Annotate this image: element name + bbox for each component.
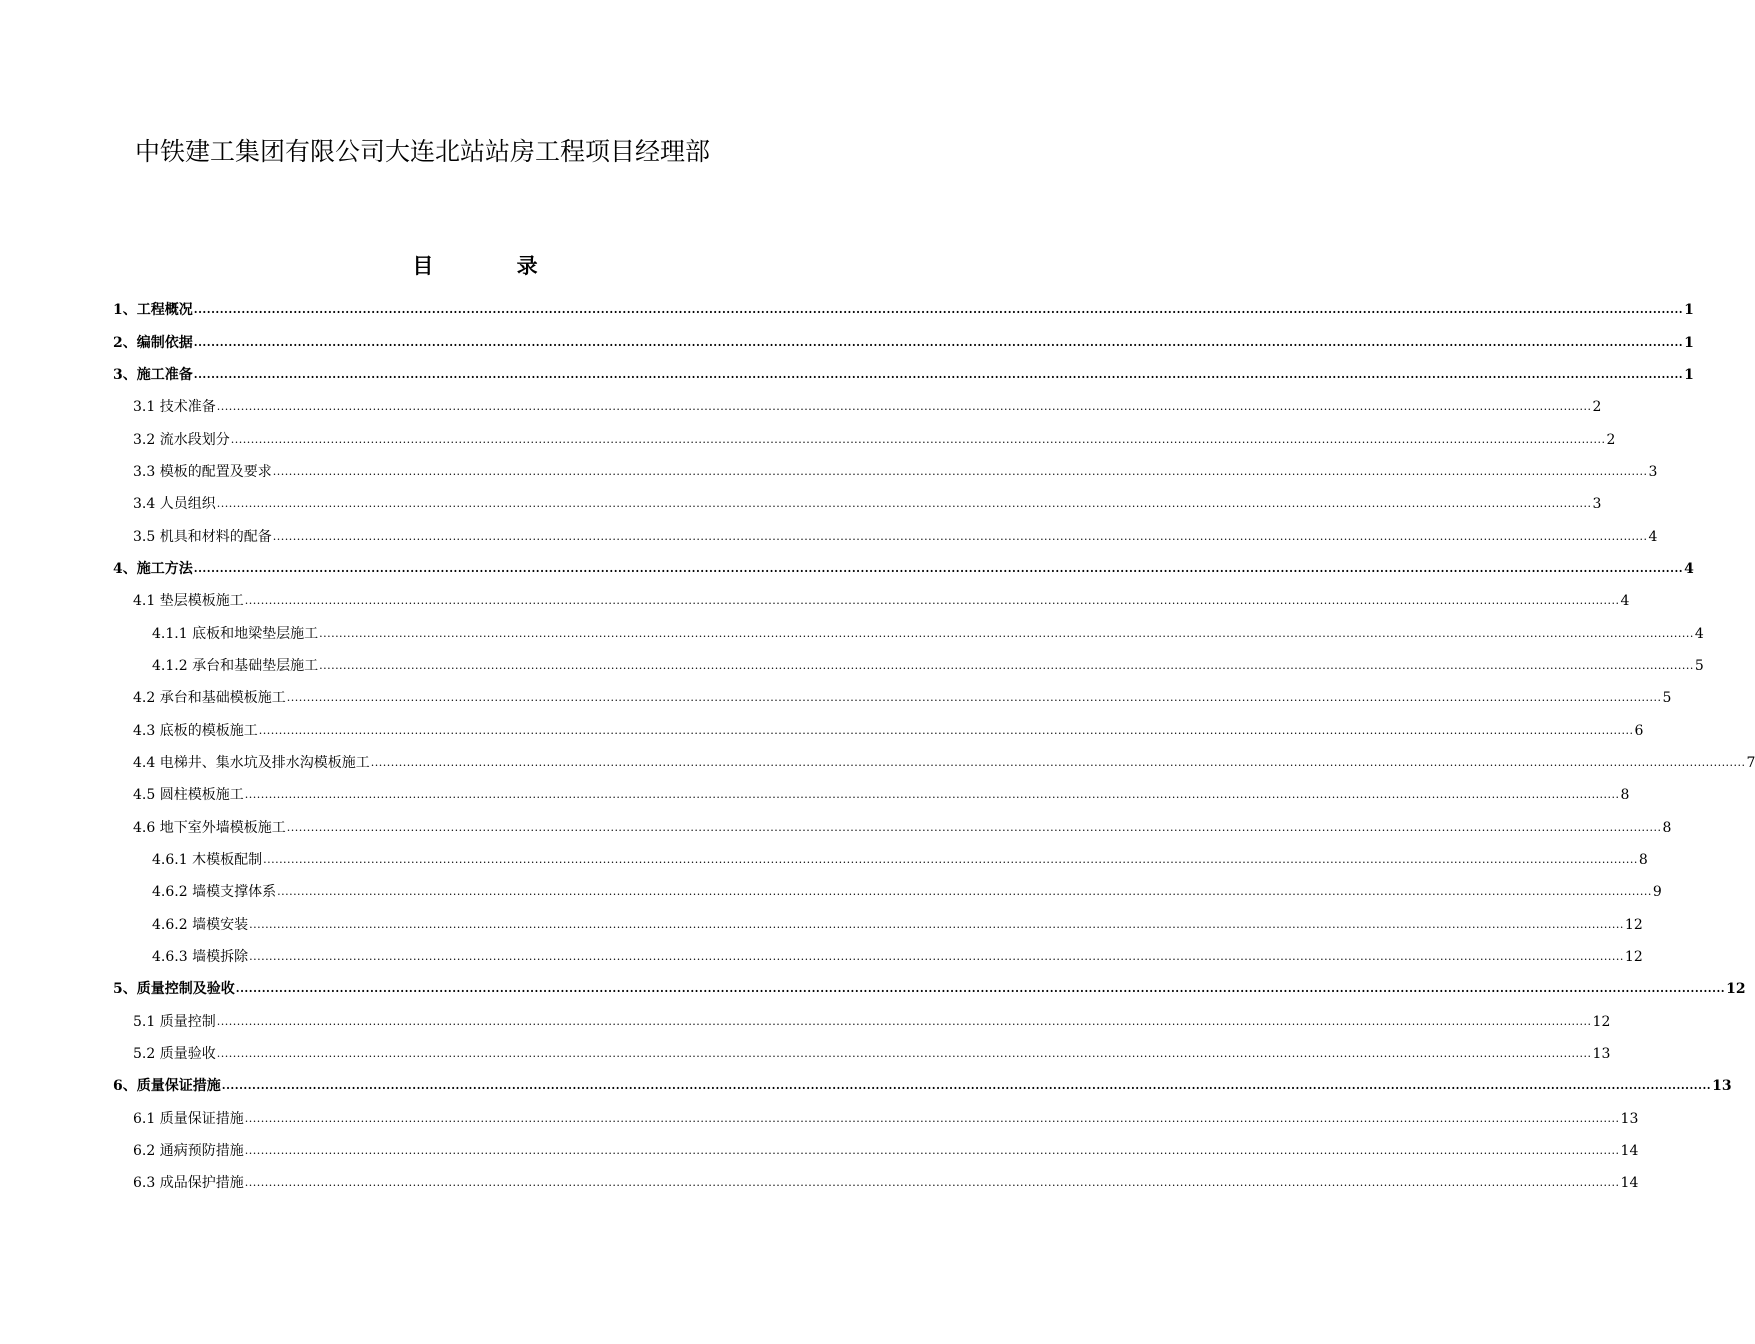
toc-dot-leader: [371, 754, 1746, 770]
toc-entry[interactable]: [0, 422, 1616, 454]
toc-entry-label: 3.5 机具和材料的配备: [133, 528, 272, 545]
toc-entry-line: [152, 623, 1704, 643]
toc-entry-label: 6.1 质量保证措施: [133, 1110, 244, 1127]
toc-entry-line: [133, 590, 1630, 610]
toc-entry-label: 4.2 承台和基础模板施工: [133, 690, 286, 707]
toc-dot-leader: [259, 722, 1634, 738]
organization-title: 中铁建工集团有限公司大连北站站房工程项目经理部: [135, 137, 711, 166]
toc-entry[interactable]: [0, 1069, 1732, 1101]
toc-entry-page-number: 8: [1620, 787, 1630, 804]
toc-dot-leader: [245, 1142, 1620, 1158]
toc-entry-line: [133, 784, 1630, 804]
toc-entry-line: [133, 526, 1658, 546]
toc-dot-leader: [245, 1174, 1620, 1190]
toc-entry-line: [133, 687, 1672, 707]
toc-entry-page-number: 5: [1662, 690, 1672, 707]
toc-entry-label: 3.1 技术准备: [133, 399, 216, 416]
toc-entry-line: [113, 1075, 1732, 1095]
toc-entry[interactable]: [0, 584, 1630, 616]
toc-entry-page-number: 4: [1684, 560, 1694, 577]
toc-entry-label: 4.1.1 底板和地梁垫层施工: [152, 625, 319, 642]
toc-entry-line: [113, 364, 1694, 384]
toc-entry-line: [152, 946, 1643, 966]
toc-entry-page-number: 3: [1592, 496, 1602, 513]
toc-entry-page-number: 12: [1624, 916, 1643, 933]
toc-dot-leader: [194, 301, 1683, 317]
toc-heading: 目 录: [412, 253, 576, 278]
toc-entry-label: 6、质量保证措施: [113, 1078, 221, 1095]
toc-dot-leader: [249, 916, 1624, 932]
toc-entry-page-number: 3: [1648, 463, 1658, 480]
toc-entry[interactable]: [0, 972, 1746, 1004]
toc-entry-label: 3.4 人员组织: [133, 496, 216, 513]
toc-dot-leader: [217, 495, 1592, 511]
toc-entry[interactable]: [0, 616, 1704, 648]
toc-entry-page-number: 4: [1620, 593, 1630, 610]
toc-entry-line: [133, 817, 1672, 837]
toc-entry-label: 5.2 质量验收: [133, 1046, 216, 1063]
toc-entry-label: 4.5 圆柱模板施工: [133, 787, 244, 804]
toc-entry-line: [133, 461, 1658, 481]
toc-dot-leader: [277, 883, 1652, 899]
toc-entry[interactable]: [0, 519, 1658, 551]
toc-entry-label: 5.1 质量控制: [133, 1013, 216, 1030]
toc-entry-page-number: 1: [1684, 366, 1694, 383]
toc-dot-leader: [273, 528, 1648, 544]
toc-entry-page-number: 4: [1648, 528, 1658, 545]
toc-entry-page-number: 1: [1684, 302, 1694, 319]
toc-entry-line: [113, 299, 1694, 319]
toc-entry-page-number: 13: [1620, 1110, 1639, 1127]
toc-entry-page-number: 9: [1652, 884, 1662, 901]
toc-entry[interactable]: [0, 552, 1694, 584]
toc-entry-line: [113, 978, 1746, 998]
toc-entry[interactable]: [0, 843, 1648, 875]
toc-entry-label: 4.3 底板的模板施工: [133, 722, 258, 739]
toc-entry-line: [133, 396, 1602, 416]
toc-entry[interactable]: [0, 390, 1602, 422]
toc-entry-label: 6.2 通病预防措施: [133, 1143, 244, 1160]
table-of-contents: [0, 293, 1755, 1199]
toc-entry-page-number: 5: [1694, 657, 1704, 674]
toc-entry-line: [133, 752, 1755, 772]
toc-entry-page-number: 8: [1662, 819, 1672, 836]
toc-entry-label: 3.2 流水段划分: [133, 431, 230, 448]
toc-dot-leader: [245, 786, 1620, 802]
toc-entry-line: [133, 493, 1602, 513]
toc-entry-label: 4、施工方法: [113, 560, 193, 577]
toc-entry[interactable]: [0, 778, 1630, 810]
toc-entry-page-number: 2: [1606, 431, 1616, 448]
toc-entry[interactable]: [0, 1166, 1639, 1198]
toc-entry[interactable]: [0, 908, 1643, 940]
toc-entry[interactable]: [0, 1005, 1611, 1037]
toc-entry-line: [133, 1011, 1611, 1031]
toc-entry-label: 2、编制依据: [113, 334, 193, 351]
toc-dot-leader: [222, 1077, 1711, 1093]
toc-entry-page-number: 12: [1592, 1013, 1611, 1030]
toc-entry-label: 3、施工准备: [113, 366, 193, 383]
toc-entry-line: [133, 1172, 1639, 1192]
toc-dot-leader: [245, 1110, 1620, 1126]
toc-entry[interactable]: [0, 487, 1602, 519]
toc-entry-line: [152, 655, 1704, 675]
toc-dot-leader: [194, 366, 1683, 382]
toc-entry[interactable]: [0, 875, 1662, 907]
toc-entry-label: 1、工程概况: [113, 302, 193, 319]
toc-entry-page-number: 8: [1638, 852, 1648, 869]
toc-entry-line: [133, 1140, 1639, 1160]
toc-entry-label: 4.1.2 承台和基础垫层施工: [152, 657, 319, 674]
toc-entry-page-number: 6: [1634, 722, 1644, 739]
toc-dot-leader: [287, 689, 1662, 705]
toc-entry-label: 4.6.2 墙模安装: [152, 916, 249, 933]
toc-entry-label: 4.6.1 木模板配制: [152, 852, 263, 869]
toc-entry-page-number: 12: [1726, 981, 1746, 998]
toc-dot-leader: [287, 819, 1662, 835]
toc-entry[interactable]: [0, 1102, 1639, 1134]
toc-entry-line: [152, 881, 1662, 901]
toc-entry-page-number: 14: [1620, 1175, 1639, 1192]
toc-dot-leader: [217, 1045, 1592, 1061]
toc-dot-leader: [319, 625, 1694, 641]
toc-entry-page-number: 12: [1624, 949, 1643, 966]
toc-entry-page-number: 2: [1592, 399, 1602, 416]
toc-entry-label: 3.3 模板的配置及要求: [133, 463, 272, 480]
toc-dot-leader: [217, 1013, 1592, 1029]
toc-entry-label: 4.6 地下室外墙模板施工: [133, 819, 286, 836]
toc-dot-leader: [194, 560, 1683, 576]
toc-entry[interactable]: [0, 811, 1672, 843]
toc-entry[interactable]: [0, 293, 1694, 325]
toc-entry-label: 6.3 成品保护措施: [133, 1175, 244, 1192]
toc-dot-leader: [245, 592, 1620, 608]
toc-entry-line: [152, 914, 1643, 934]
toc-entry[interactable]: [0, 681, 1672, 713]
toc-dot-leader: [231, 431, 1606, 447]
toc-entry-line: [113, 332, 1694, 352]
toc-entry-page-number: 7: [1746, 754, 1755, 771]
toc-entry-line: [113, 558, 1694, 578]
toc-entry-line: [152, 849, 1648, 869]
toc-dot-leader: [249, 948, 1624, 964]
toc-dot-leader: [273, 463, 1648, 479]
toc-entry-label: 4.6.3 墙模拆除: [152, 949, 249, 966]
toc-dot-leader: [319, 657, 1694, 673]
toc-entry[interactable]: [0, 746, 1755, 778]
toc-entry-page-number: 13: [1712, 1078, 1732, 1095]
toc-entry-label: 4.6.2 墙模支撑体系: [152, 884, 277, 901]
toc-entry-line: [133, 1108, 1639, 1128]
toc-entry-label: 4.4 电梯井、集水坑及排水沟模板施工: [133, 754, 370, 771]
toc-entry[interactable]: [0, 325, 1694, 357]
toc-dot-leader: [263, 851, 1638, 867]
toc-entry[interactable]: [0, 649, 1704, 681]
toc-dot-leader: [236, 980, 1725, 996]
toc-entry[interactable]: [0, 1037, 1611, 1069]
toc-entry-line: [133, 429, 1616, 449]
toc-entry-label: 4.1 垫层模板施工: [133, 593, 244, 610]
toc-entry-page-number: 1: [1684, 334, 1694, 351]
toc-dot-leader: [217, 398, 1592, 414]
toc-entry-page-number: 13: [1592, 1046, 1611, 1063]
toc-entry[interactable]: [0, 713, 1644, 745]
toc-entry[interactable]: [0, 455, 1658, 487]
toc-entry-page-number: 14: [1620, 1143, 1639, 1160]
toc-entry[interactable]: [0, 940, 1643, 972]
toc-entry-line: [133, 1043, 1611, 1063]
toc-entry-line: [133, 720, 1644, 740]
toc-entry-label: 5、质量控制及验收: [113, 981, 235, 998]
toc-dot-leader: [194, 334, 1683, 350]
toc-entry-page-number: 4: [1694, 625, 1704, 642]
toc-entry[interactable]: [0, 1134, 1639, 1166]
toc-entry[interactable]: [0, 358, 1694, 390]
